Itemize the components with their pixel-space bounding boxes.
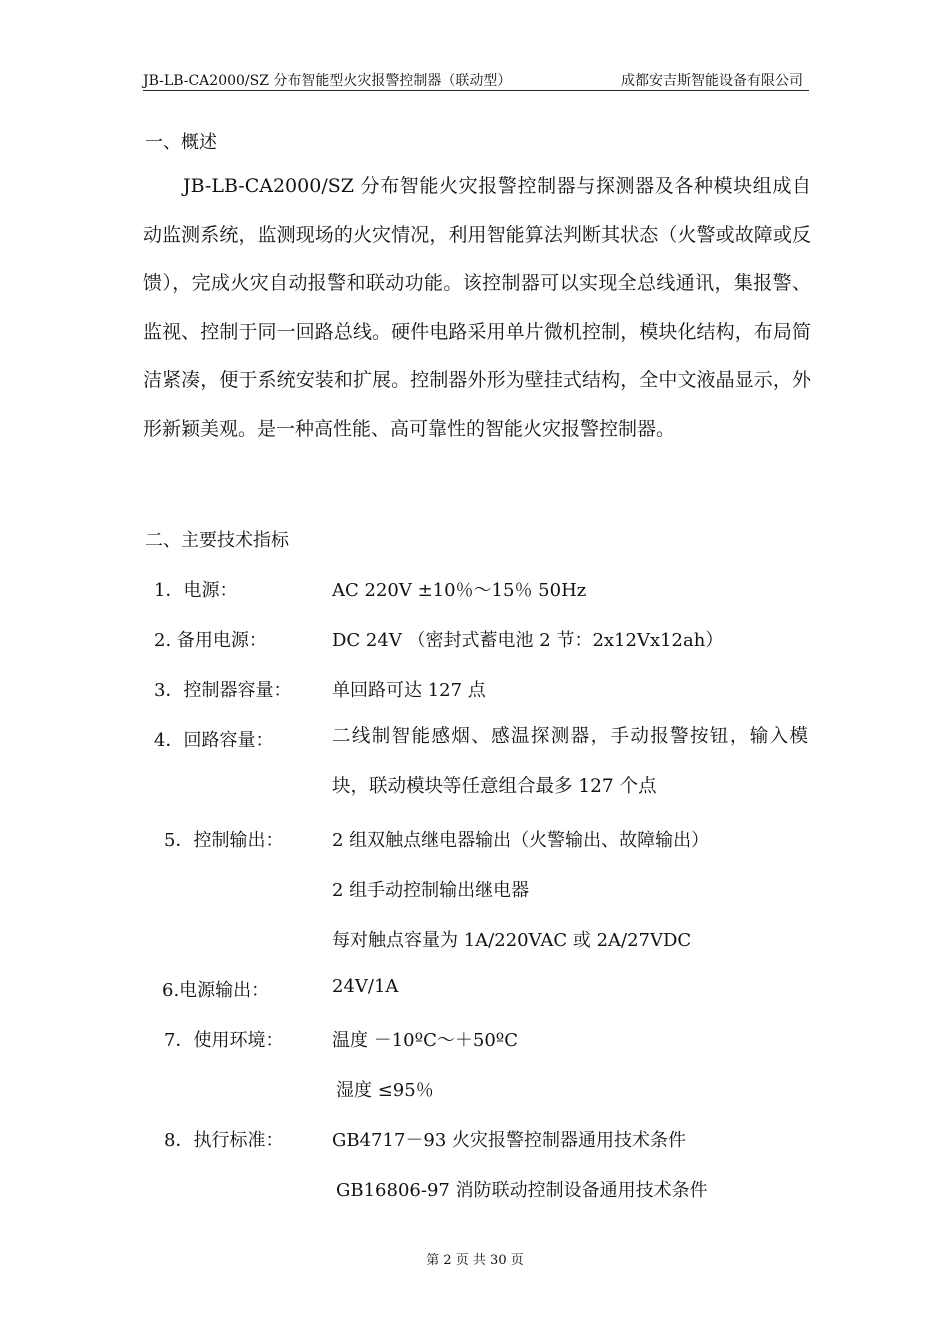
spec-value-humidity: 湿度 ≤95％ <box>336 1080 434 1101</box>
spec-value-capacity: 单回路可达 127 点 <box>332 680 486 701</box>
spec-value-standard-2: GB16806-97 消防联动控制设备通用技术条件 <box>336 1180 708 1201</box>
page-footer: 第 2 页 共 30 页 <box>426 1253 524 1268</box>
section-title-specs: 二、主要技术指标 <box>145 530 289 551</box>
spec-value-control-output-3: 每对触点容量为 1A/220VAC 或 2A/27VDC <box>332 930 692 951</box>
overview-paragraph: JB-LB-CA2000/SZ 分布智能火灾报警控制器与探测器及各种模块组成自动监测系统，监测现场的火灾情况，利用智能算法判断其状态（火警或故障或反馈），完成火灾自动报警和联动功能。该控制器可以实现全总线通讯，集报警、监视、控制于同一回路总线。硬件电路采用单片微机控制，模块化结构，布局简洁紧凑，便于系统安装和扩展。控制器外形为壁挂式结构，全中文液晶显示，外形新颖美观。是一种高性能、高可靠性的智能火灾报警控制器。 <box>143 175 811 440</box>
spec-label-power-output: 6.电源输出： <box>162 980 270 1001</box>
page-header <box>143 68 809 91</box>
spec-value-standard-1: GB4717－93 火灾报警控制器通用技术条件 <box>332 1130 687 1151</box>
spec-label-loop-capacity: 4．回路容量： <box>154 730 274 751</box>
spec-value-backup-power: DC 24V （密封式蓄电池 2 节：2x12Vx12ah） <box>332 630 724 651</box>
header-doc-title: JB-LB-CA2000/SZ 分布智能型火灾报警控制器（联动型） <box>143 73 512 89</box>
header-company: 成都安吉斯智能设备有限公司 <box>621 73 803 89</box>
spec-value-temperature: 温度 －10ºC～＋50ºC <box>332 1030 519 1051</box>
spec-value-power: AC 220V ±10％～15％ 50Hz <box>332 580 587 601</box>
section-title-overview: 一、概述 <box>145 132 217 153</box>
spec-label-environment: 7．使用环境： <box>164 1030 284 1051</box>
spec-label-backup-power: 2. 备用电源： <box>154 630 267 651</box>
spec-label-standards: 8．执行标准： <box>164 1130 284 1151</box>
spec-label-power: 1．电源： <box>154 580 238 601</box>
spec-value-control-output-2: 2 组手动控制输出继电器 <box>332 880 530 901</box>
spec-value-loop-capacity: 二线制智能感烟、感温探测器，手动报警按钮，输入模块，联动模块等任意组合最多 127 个点 <box>332 726 808 797</box>
spec-value-control-output-1: 2 组双触点继电器输出（火警输出、故障输出） <box>332 830 710 851</box>
spec-label-capacity: 3．控制器容量： <box>154 680 292 701</box>
spec-label-control-output: 5．控制输出： <box>164 830 284 851</box>
spec-value-power-output: 24V/1A <box>332 976 399 997</box>
